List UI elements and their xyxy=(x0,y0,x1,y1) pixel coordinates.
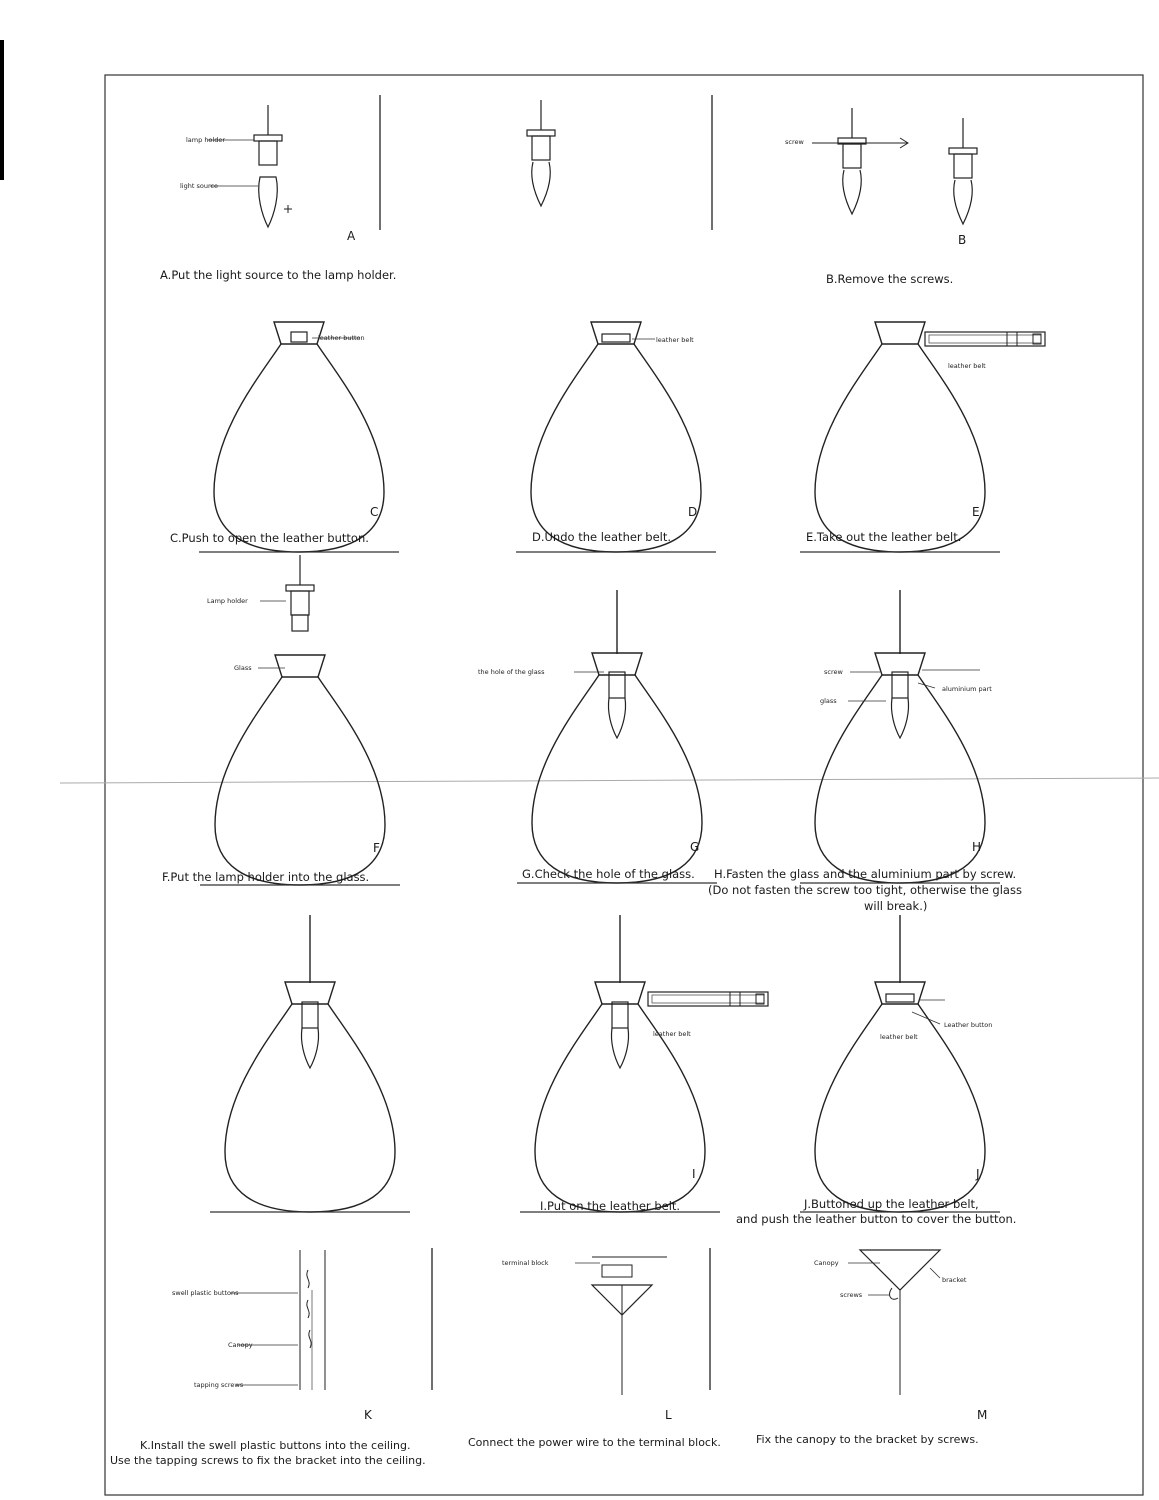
step-k-caption-1: K.Install the swell plastic buttons into the ceiling. xyxy=(140,1439,411,1452)
label-screw-h: screw xyxy=(824,668,843,676)
fig-a2-holder-bulb xyxy=(527,100,555,206)
step-e-caption: E.Take out the leather belt. xyxy=(806,530,962,544)
label-glass-f: Glass xyxy=(234,664,252,672)
step-j-caption-1: J.Buttoned up the leather belt, xyxy=(804,1197,979,1211)
fig-b-screws-2 xyxy=(949,118,977,224)
fig-l-terminal xyxy=(592,1257,667,1395)
label-leather-belt-j: leather belt xyxy=(880,1033,918,1041)
fig-e-belt xyxy=(925,332,1045,346)
marker-m: M xyxy=(977,1408,988,1422)
label-screw-b: screw xyxy=(785,138,804,146)
step-f-caption: F.Put the lamp holder into the glass. xyxy=(162,870,370,884)
fig-h-bulb xyxy=(891,672,908,738)
step-i-caption: I.Put on the leather belt. xyxy=(540,1199,681,1213)
fig-c-flask xyxy=(199,322,399,552)
marker-d: D xyxy=(688,505,698,519)
step-h-caption-1: H.Fasten the glass and the aluminium part by screw. xyxy=(714,867,1017,881)
fig-m-canopy xyxy=(860,1250,940,1395)
label-glass-h: glass xyxy=(820,697,837,705)
step-h-caption-3: will break.) xyxy=(864,899,928,913)
step-g-caption: G.Check the hole of the glass. xyxy=(522,867,695,881)
label-leather-belt-i: leather belt xyxy=(653,1030,691,1038)
fig-i1-flask xyxy=(210,982,410,1212)
fig-b-screws-1 xyxy=(812,108,908,214)
label-lamp-holder: lamp holder xyxy=(186,136,226,144)
fig-d-flask xyxy=(516,322,716,552)
fig-k-ceiling xyxy=(300,1250,325,1390)
step-b-caption: B.Remove the screws. xyxy=(826,272,954,286)
fig-i-flask xyxy=(520,982,720,1212)
fig-i1-bulb xyxy=(301,1002,318,1068)
step-l-caption: Connect the power wire to the terminal block. xyxy=(468,1436,721,1449)
step-d-caption: D.Undo the leather belt. xyxy=(532,530,672,544)
marker-i: I xyxy=(692,1167,696,1181)
label-leather-belt-d: leather belt xyxy=(656,336,694,344)
marker-a: A xyxy=(347,229,356,243)
label-lamp-holder-f: Lamp holder xyxy=(207,597,248,605)
label-canopy-k: Canopy xyxy=(228,1341,253,1349)
label-canopy-m: Canopy xyxy=(814,1259,839,1267)
step-c-caption: C.Push to open the leather button. xyxy=(170,531,369,545)
label-leather-button-j: Leather button xyxy=(944,1021,993,1029)
step-m-caption: Fix the canopy to the bracket by screws. xyxy=(756,1433,979,1446)
step-j-caption-2: and push the leather button to cover the button. xyxy=(736,1212,1017,1226)
label-leather-belt-e: leather belt xyxy=(948,362,986,370)
fold-line xyxy=(60,778,1159,783)
fig-g-bulb xyxy=(608,672,625,738)
page-frame xyxy=(105,75,1143,1495)
marker-h: H xyxy=(972,840,982,854)
step-h-caption-2: (Do not fasten the screw too tight, otherwise the glass xyxy=(708,883,1022,897)
label-tapping-screws: tapping screws xyxy=(194,1381,244,1389)
label-leather-button-c: leather button xyxy=(318,334,365,342)
marker-j: J xyxy=(976,1167,980,1181)
label-bracket: bracket xyxy=(942,1276,967,1284)
label-swell-buttons: swell plastic buttons xyxy=(172,1289,239,1297)
label-light-source: light source xyxy=(180,182,219,190)
fig-i-bulb xyxy=(611,1002,628,1068)
label-hole-of-glass: the hole of the glass xyxy=(478,668,545,676)
marker-f: F xyxy=(373,841,380,855)
fig-i-belt xyxy=(648,992,768,1006)
marker-l: L xyxy=(665,1408,672,1422)
fig-g-flask xyxy=(517,653,717,883)
fig-a-holder-bulb xyxy=(254,105,292,227)
marker-k: K xyxy=(364,1408,372,1422)
marker-b: B xyxy=(958,233,967,247)
label-aluminium-part: aluminium part xyxy=(942,685,992,693)
marker-e: E xyxy=(972,505,980,519)
marker-c: C xyxy=(370,505,379,519)
step-a-caption: A.Put the light source to the lamp holder. xyxy=(160,268,397,282)
fig-f-flask xyxy=(200,655,400,885)
marker-g: G xyxy=(690,840,700,854)
label-terminal-block: terminal block xyxy=(502,1259,549,1267)
step-k-caption-2: Use the tapping screws to fix the bracket into the ceiling. xyxy=(110,1454,426,1467)
fig-f-holder xyxy=(286,555,314,631)
fig-e-flask xyxy=(800,322,1000,552)
fig-j-flask xyxy=(800,982,1000,1212)
label-screws-m: screws xyxy=(840,1291,863,1299)
